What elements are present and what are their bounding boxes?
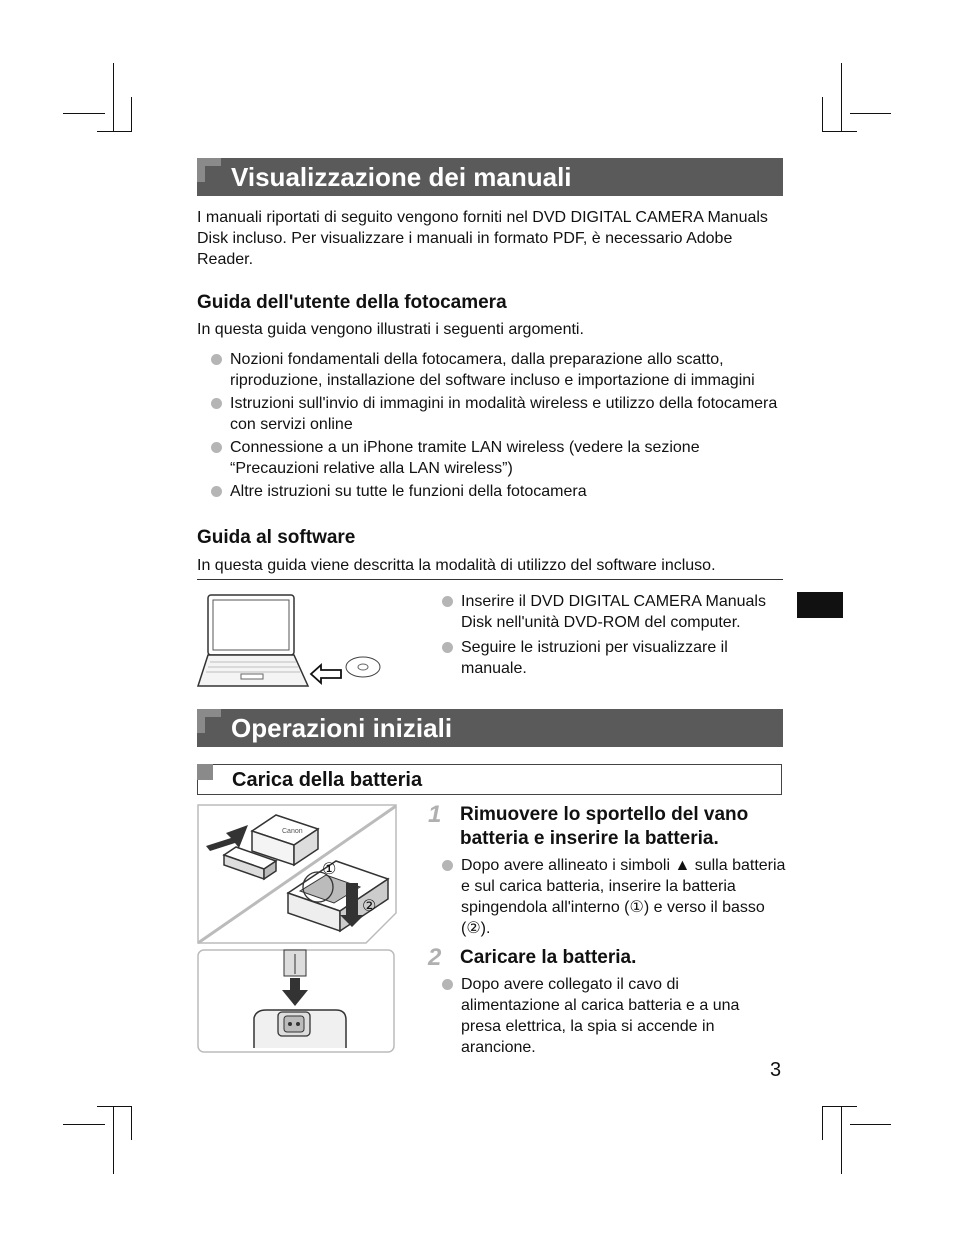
bullet-icon	[442, 596, 453, 607]
marker-1: ①	[322, 859, 337, 878]
bullet-icon	[442, 642, 453, 653]
list-item: Dopo avere collegato il cavo di alimentazione al carica batteria e a una presa elettrica, la spia si accende in arancione.	[442, 974, 772, 1058]
list-item: Inserire il DVD DIGITAL CAMERA Manuals Disk nell'unità DVD-ROM del computer.	[442, 591, 787, 633]
chapter-tab	[797, 592, 843, 618]
software-steps-list	[442, 591, 787, 679]
section-header-manuals	[197, 158, 783, 196]
charger-plug-illustration	[196, 948, 398, 1056]
bullet-icon	[211, 354, 222, 365]
brand-label: Canon	[282, 828, 303, 835]
step-title: Caricare la batteria.	[460, 947, 637, 968]
page-number: 3	[770, 1059, 782, 1081]
section-square-icon	[197, 764, 213, 780]
software-guide-heading: Guida al software	[197, 527, 356, 548]
battery-insert-illustration	[196, 803, 398, 945]
marker-2: ②	[362, 896, 377, 915]
list-item: Connessione a un iPhone tramite LAN wireless (vedere la sezione “Precauzioni relative alla LAN wireless”)	[211, 437, 786, 479]
section-title: Visualizzazione dei manuali	[231, 162, 572, 192]
camera-guide-list	[211, 349, 786, 502]
list-item: Dopo avere allineato i simboli ▲ sulla batteria e sul carica batteria, inserire la batteria spingendola all'interno (①) e verso il basso (②).	[442, 855, 787, 939]
step-title: Rimuovere lo sportello del vano batteria e inserire la batteria.	[460, 804, 749, 849]
bullet-icon	[442, 860, 453, 871]
bullet-icon	[211, 398, 222, 409]
divider	[197, 579, 783, 580]
intro-paragraph: I manuali riportati di seguito vengono forniti nel DVD DIGITAL CAMERA Manuals Disk incluso. Per visualizzare i manuali in formato PDF, è necessario Adobe Reader.	[197, 209, 768, 268]
bullet-icon	[442, 979, 453, 990]
subsection-header	[197, 764, 782, 795]
list-item: Seguire le istruzioni per visualizzare il manuale.	[442, 637, 787, 679]
step-number: 1	[428, 801, 442, 828]
laptop-disc-illustration	[196, 590, 386, 690]
list-item: Altre istruzioni su tutte le funzioni della fotocamera	[211, 481, 786, 502]
software-guide-intro: In questa guida viene descritta la modalità di utilizzo del software incluso.	[197, 557, 716, 574]
bullet-icon	[211, 486, 222, 497]
section-title: Operazioni iniziali	[231, 713, 453, 743]
camera-guide-intro: In questa guida vengono illustrati i seguenti argomenti.	[197, 321, 584, 338]
camera-guide-heading: Guida dell'utente della fotocamera	[197, 292, 507, 313]
step2-list	[442, 974, 772, 1058]
list-item: Nozioni fondamentali della fotocamera, dalla preparazione allo scatto, riproduzione, installazione del software incluso e importazione di immagini	[211, 349, 786, 391]
step-number: 2	[428, 944, 442, 971]
list-item: Istruzioni sull'invio di immagini in modalità wireless e utilizzo della fotocamera con servizi online	[211, 393, 786, 435]
bullet-icon	[211, 442, 222, 453]
section-header-getting-started	[197, 709, 783, 747]
step1-list	[442, 855, 787, 939]
subsection-title: Carica della batteria	[232, 769, 423, 791]
